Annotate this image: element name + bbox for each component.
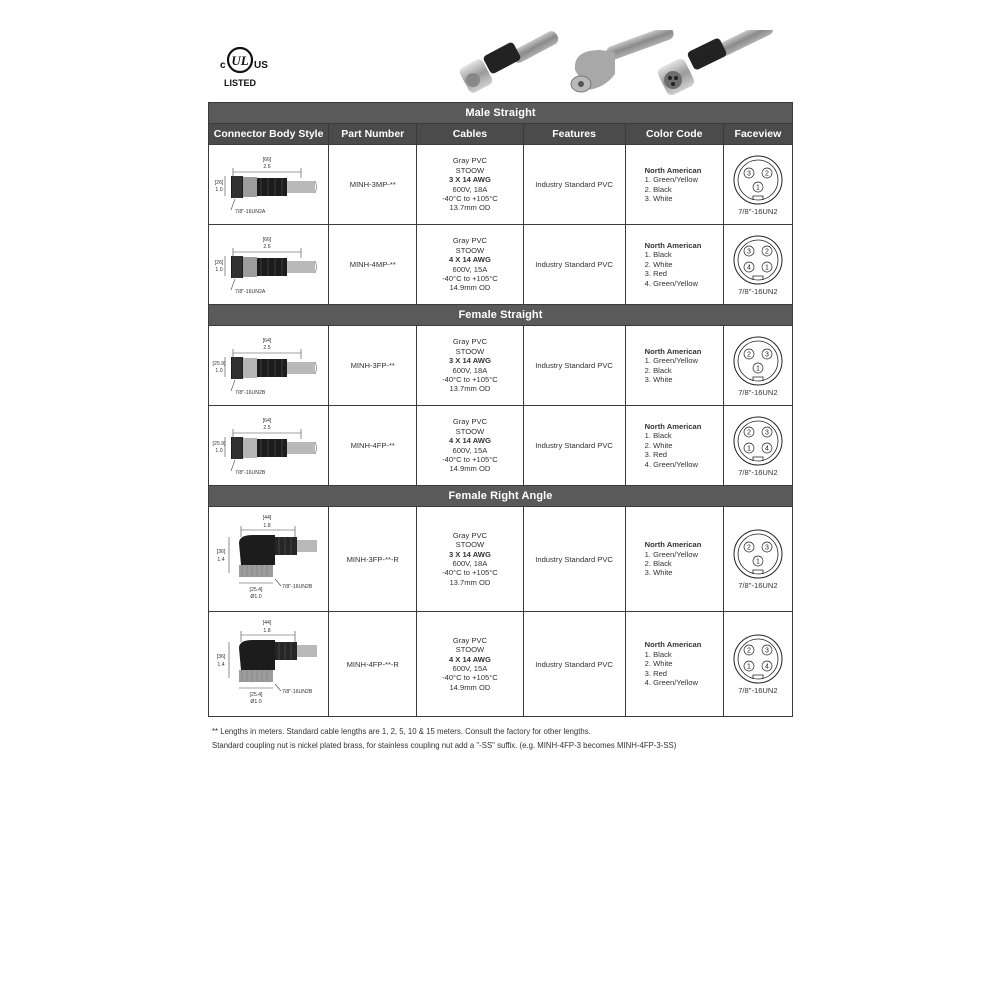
cable-line: 4 X 14 AWG	[448, 654, 491, 664]
part-number: MINH-3FP-**-R	[329, 507, 417, 612]
faceview-diagram	[732, 154, 784, 206]
connector-body-style	[209, 326, 329, 406]
cable-line: STOOW	[455, 645, 485, 655]
color-code-title: North American	[644, 421, 702, 431]
table-row	[209, 145, 793, 225]
color-code-entry: 1. Green/Yellow	[644, 549, 698, 559]
pin-number: 1	[746, 445, 751, 453]
cable-line: 600V, 18A	[452, 559, 488, 568]
faceview-diagram	[732, 415, 784, 467]
cable-line: Gray PVC	[452, 530, 487, 540]
pin-number: 2	[764, 170, 769, 178]
female-straight-connector-photo	[656, 30, 775, 97]
cable-line: 600V, 15A	[452, 264, 488, 274]
cable-line: -40°C to +105°C	[442, 193, 498, 203]
color-code-entry: 1. Black	[644, 649, 672, 659]
part-number: MINH-4FP-**-R	[329, 612, 417, 717]
table-row	[209, 326, 793, 406]
cable-spec	[417, 326, 523, 406]
color-code-entry: 1. Green/Yellow	[644, 175, 698, 185]
top-dimension-mm: [44]	[262, 515, 272, 521]
cable-line: STOOW	[455, 245, 485, 255]
side-dimension-in: 1.0	[215, 447, 223, 454]
bottom-dimension-mm: [25.4]	[249, 587, 263, 593]
pin-number: 1	[746, 663, 751, 671]
bottom-dimension-in: Ø1.0	[250, 594, 262, 600]
cable-spec	[417, 612, 523, 717]
connector-drawing	[209, 507, 327, 611]
features: Industry Standard PVC	[523, 225, 625, 305]
cable-line: Gray PVC	[452, 635, 487, 645]
color-code-entry: 2. Black	[644, 559, 672, 568]
color-code-title: North American	[644, 640, 702, 650]
side-dimension-in: 1.0	[215, 186, 223, 193]
pin-number: 2	[746, 351, 751, 359]
side-dimension-in: 1.0	[215, 266, 223, 273]
top-dimension-in: 1.8	[263, 523, 271, 529]
cable-line: 600V, 15A	[452, 664, 488, 673]
thread-label: 7/8"-16UN2B	[282, 584, 313, 590]
color-code	[625, 326, 723, 406]
pin-number: 2	[746, 429, 751, 437]
ul-c: c	[220, 60, 226, 71]
color-code	[625, 406, 723, 486]
bottom-dimension-mm: [25.4]	[249, 692, 263, 698]
faceview	[723, 225, 792, 305]
cable-line: STOOW	[455, 346, 485, 356]
cable-line: -40°C to +105°C	[442, 673, 498, 683]
connector-body-style	[209, 225, 329, 305]
side-dimension-mm: [25.9]	[212, 440, 226, 447]
section-header	[209, 103, 793, 124]
section-title: Female Right Angle	[209, 486, 793, 507]
side-dimension-mm: [36]	[216, 654, 226, 660]
section-header	[209, 305, 793, 326]
cable-line: -40°C to +105°C	[442, 374, 498, 384]
pin-number: 2	[764, 248, 769, 256]
ul-listed-logo	[216, 40, 278, 90]
pin-number: 3	[746, 248, 751, 256]
column-header: Color Code	[625, 124, 723, 145]
part-number: MINH-4FP-**	[329, 406, 417, 486]
color-code-entry: 3. Red	[644, 269, 668, 279]
faceview-label: 7/8"-16UN2	[738, 467, 778, 477]
faceview	[723, 612, 792, 717]
connector-body-style	[209, 612, 329, 717]
top-dimension-mm: [66]	[262, 156, 272, 163]
pin-number: 4	[764, 663, 769, 671]
color-code-entry: 2. White	[644, 440, 673, 450]
cable-line: STOOW	[455, 540, 485, 550]
footnotes	[212, 725, 812, 753]
features: Industry Standard PVC	[523, 406, 625, 486]
product-photos	[455, 30, 775, 102]
top-dimension-in: 2.6	[263, 163, 271, 170]
color-code-entry: 1. Black	[644, 250, 672, 260]
cable-line: 600V, 15A	[452, 445, 488, 455]
cable-line: Gray PVC	[452, 417, 487, 427]
cable-line: STOOW	[455, 426, 485, 436]
faceview-label: 7/8"-16UN2	[738, 286, 778, 296]
color-code-entry: 4. Green/Yellow	[644, 678, 698, 688]
top-dimension-mm: [66]	[262, 236, 272, 243]
pin-number: 3	[764, 647, 769, 655]
pin-number: 1	[755, 365, 760, 373]
color-code-entry: 3. White	[644, 374, 673, 384]
pin-number: 4	[764, 445, 769, 453]
cable-line: -40°C to +105°C	[442, 454, 498, 464]
top-dimension-in: 1.8	[263, 628, 271, 634]
color-code-entry: 1. Green/Yellow	[644, 356, 698, 366]
color-code-entry: 3. Red	[644, 450, 668, 460]
faceview-diagram	[732, 528, 784, 580]
section-header	[209, 486, 793, 507]
color-code-entry: 4. Green/Yellow	[644, 278, 698, 288]
table-row	[209, 406, 793, 486]
side-dimension-mm: [36]	[216, 549, 226, 555]
faceview	[723, 507, 792, 612]
bottom-dimension-in: Ø1.0	[250, 699, 262, 705]
cable-line: 4 X 14 AWG	[448, 255, 491, 265]
color-code	[625, 507, 723, 612]
top-dimension-mm: [64]	[262, 337, 272, 344]
cable-line: 3 X 14 AWG	[448, 549, 491, 559]
connector-spec-table	[208, 102, 793, 717]
connector-drawing	[209, 612, 327, 716]
column-header-row	[209, 124, 793, 145]
top-dimension-mm: [64]	[262, 417, 272, 424]
side-dimension-in: 1.4	[217, 662, 225, 668]
cable-line: STOOW	[455, 165, 485, 175]
cable-spec	[417, 507, 523, 612]
cable-line: 14.9mm OD	[449, 464, 491, 474]
side-dimension-mm: [26]	[214, 259, 224, 266]
pin-number: 3	[764, 351, 769, 359]
column-header: Faceview	[723, 124, 792, 145]
column-header: Cables	[417, 124, 523, 145]
faceview	[723, 406, 792, 486]
top-dimension-in: 2.5	[263, 344, 271, 351]
color-code-entry: 1. Black	[644, 431, 672, 441]
pin-number: 2	[746, 647, 751, 655]
top-dimension-in: 2.6	[263, 243, 271, 250]
cable-line: 3 X 14 AWG	[448, 175, 491, 185]
pin-number: 4	[746, 264, 751, 272]
color-code-title: North American	[644, 540, 702, 550]
part-number: MINH-3FP-**	[329, 326, 417, 406]
color-code-entry: 2. White	[644, 259, 673, 269]
top-dimension-mm: [44]	[262, 620, 272, 626]
cable-line: Gray PVC	[452, 337, 487, 347]
color-code-entry: 2. White	[644, 659, 673, 669]
cable-spec	[417, 145, 523, 225]
color-code-title: North American	[644, 346, 702, 356]
cable-line: 600V, 18A	[452, 365, 488, 375]
pin-number: 2	[746, 544, 751, 552]
section-title: Female Straight	[209, 305, 793, 326]
thread-label: 7/8"-16UN2A	[235, 208, 266, 215]
color-code	[625, 145, 723, 225]
cable-line: Gray PVC	[452, 156, 487, 166]
faceview-label: 7/8"-16UN2	[738, 581, 778, 590]
color-code-entry: 3. Red	[644, 668, 668, 678]
side-dimension-mm: [26]	[214, 179, 224, 186]
note-coupling-nut: Standard coupling nut is nickel plated brass, for stainless coupling nut add a "-SS" suffix. (e.g. MINH-4FP-3 becomes MINH-4FP-3-SS)	[212, 741, 677, 750]
thread-label: 7/8"-16UN2B	[235, 389, 266, 396]
cable-spec	[417, 406, 523, 486]
faceview-diagram	[732, 335, 784, 387]
part-number: MINH-4MP-**	[329, 225, 417, 305]
faceview-label: 7/8"-16UN2	[738, 387, 778, 397]
connector-drawing	[209, 327, 327, 405]
pin-number: 1	[764, 264, 769, 272]
color-code-entry: 2. Black	[644, 184, 672, 194]
features: Industry Standard PVC	[523, 326, 625, 406]
connector-drawing	[209, 146, 327, 224]
cable-line: 600V, 18A	[452, 184, 488, 194]
color-code-entry: 4. Green/Yellow	[644, 459, 698, 469]
cable-line: 13.7mm OD	[449, 203, 491, 213]
pin-number: 3	[764, 544, 769, 552]
cable-line: 3 X 14 AWG	[448, 356, 491, 366]
cable-line: Gray PVC	[452, 236, 487, 246]
cable-line: 4 X 14 AWG	[448, 436, 491, 446]
cable-line: -40°C to +105°C	[442, 273, 498, 283]
connector-drawing	[209, 407, 327, 485]
connector-body-style	[209, 406, 329, 486]
column-header: Connector Body Style	[209, 124, 329, 145]
connector-body-style	[209, 145, 329, 225]
pin-number: 1	[755, 184, 760, 192]
thread-label: 7/8"-16UN2B	[282, 689, 313, 695]
column-header: Part Number	[329, 124, 417, 145]
color-code-entry: 3. White	[644, 193, 673, 203]
cable-line: 14.9mm OD	[449, 682, 491, 692]
faceview-diagram	[732, 234, 784, 286]
cable-line: 13.7mm OD	[449, 577, 491, 587]
side-dimension-in: 1.4	[217, 557, 225, 563]
ul-mark: UL	[231, 53, 249, 68]
color-code	[625, 612, 723, 717]
ul-listed: LISTED	[223, 78, 257, 88]
cable-line: -40°C to +105°C	[442, 568, 498, 578]
table-row	[209, 225, 793, 305]
cable-spec	[417, 225, 523, 305]
cable-line: 13.7mm OD	[449, 384, 491, 394]
faceview-diagram	[732, 633, 784, 685]
section-title: Male Straight	[209, 103, 793, 124]
color-code	[625, 225, 723, 305]
color-code-title: North American	[644, 240, 702, 250]
thread-label: 7/8"-16UN2A	[235, 288, 266, 295]
table-row	[209, 612, 793, 717]
pin-number: 3	[764, 429, 769, 437]
connector-body-style	[209, 507, 329, 612]
color-code-entry: 3. White	[644, 568, 673, 578]
color-code-entry: 2. Black	[644, 365, 672, 375]
features: Industry Standard PVC	[523, 507, 625, 612]
features: Industry Standard PVC	[523, 612, 625, 717]
side-dimension-in: 1.0	[215, 367, 223, 374]
ul-us: US	[254, 60, 268, 71]
column-header: Features	[523, 124, 625, 145]
color-code-title: North American	[644, 165, 702, 175]
table-row	[209, 507, 793, 612]
male-straight-connector-photo	[458, 30, 560, 94]
features: Industry Standard PVC	[523, 145, 625, 225]
cable-line: 14.9mm OD	[449, 283, 491, 293]
faceview-label: 7/8"-16UN2	[738, 686, 778, 695]
connector-drawing	[209, 226, 327, 304]
side-dimension-mm: [25.9]	[212, 360, 226, 367]
pin-number: 1	[755, 558, 760, 566]
part-number: MINH-3MP-**	[329, 145, 417, 225]
top-dimension-in: 2.5	[263, 424, 271, 431]
thread-label: 7/8"-16UN2B	[235, 469, 266, 476]
female-right-angle-connector-photo	[571, 30, 675, 92]
pin-number: 3	[746, 170, 751, 178]
faceview	[723, 326, 792, 406]
faceview-label: 7/8"-16UN2	[738, 206, 778, 216]
note-lengths: ** Lengths in meters. Standard cable lengths are 1, 2, 5, 10 & 15 meters. Consult the factory for other lengths.	[212, 727, 591, 736]
faceview	[723, 145, 792, 225]
